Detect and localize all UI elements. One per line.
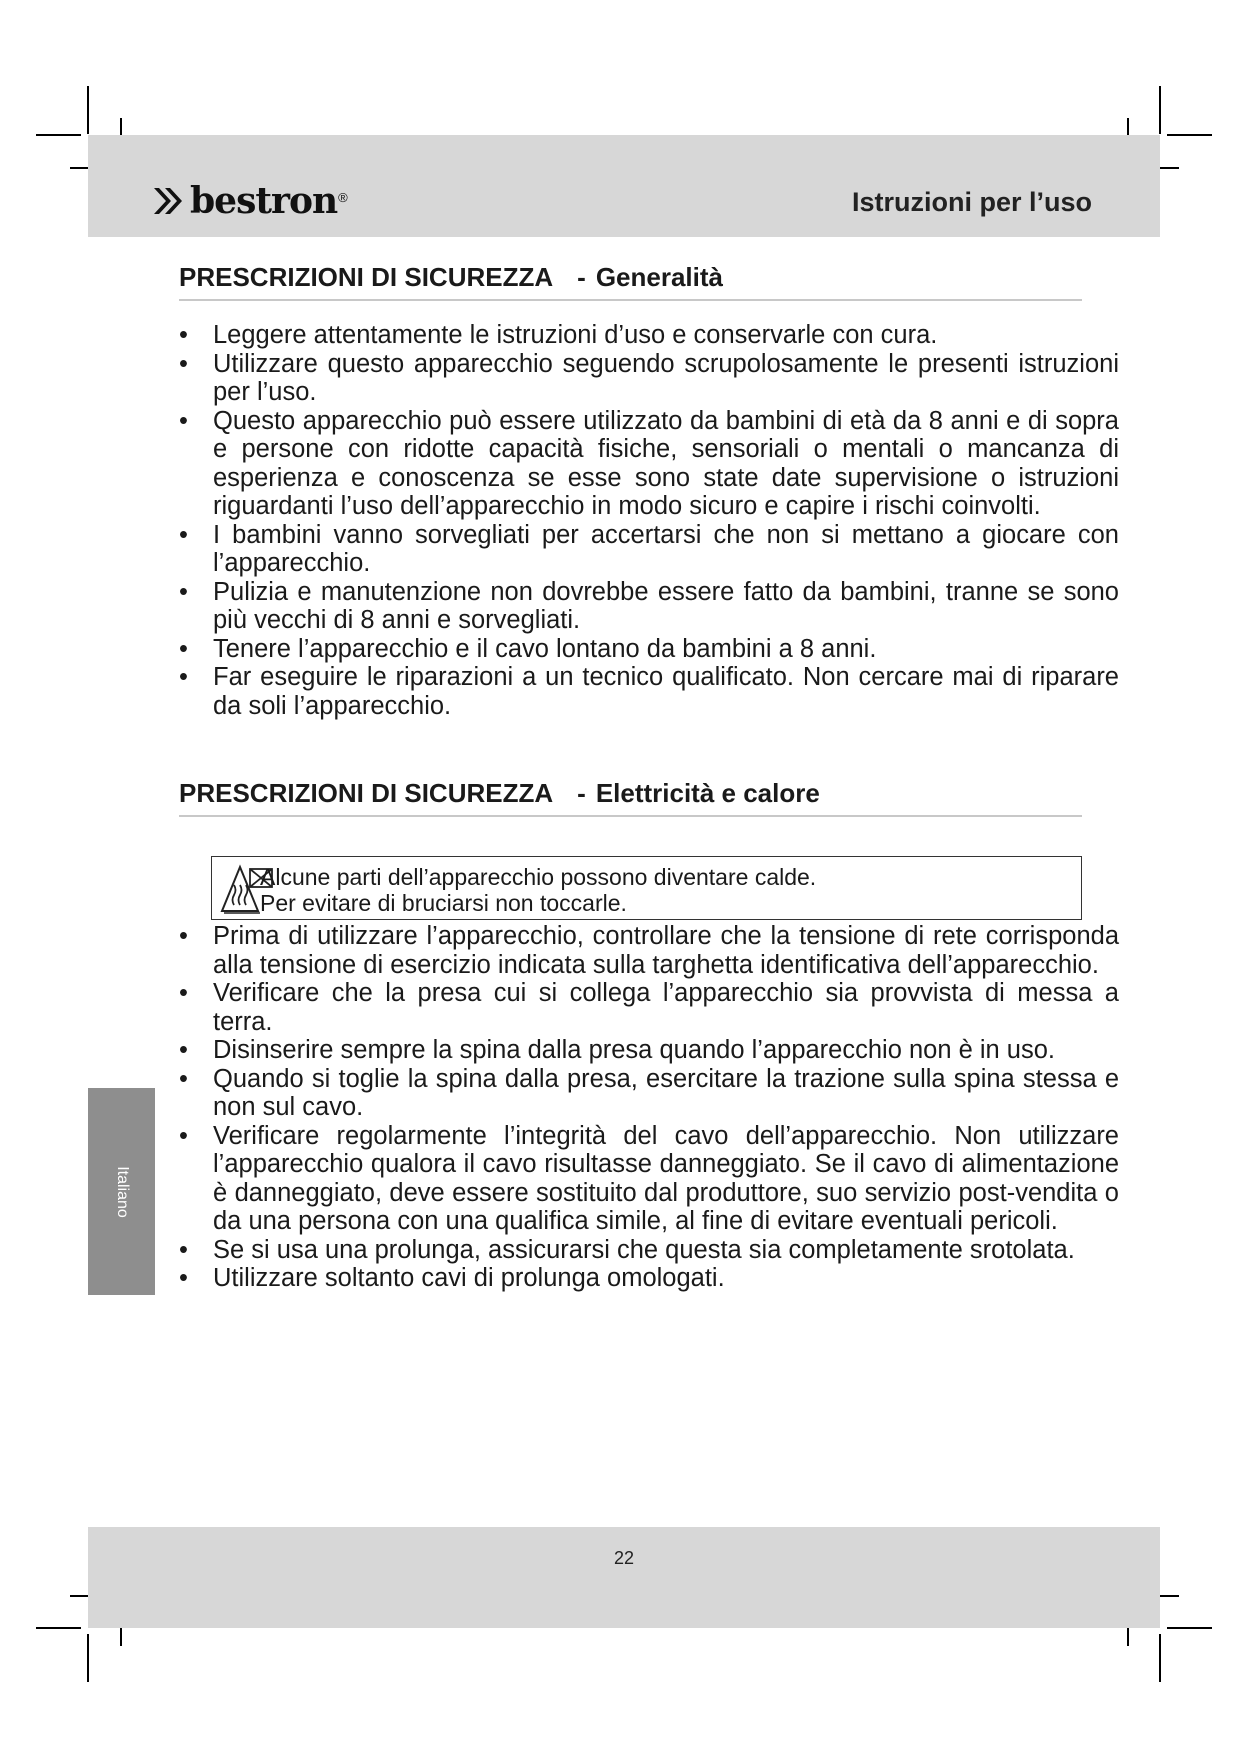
crop-mark bbox=[1159, 1634, 1161, 1682]
bullet-marker: • bbox=[179, 1264, 188, 1292]
header-band bbox=[88, 135, 1160, 237]
crop-mark bbox=[87, 86, 89, 134]
list-item-text: Questo apparecchio può essere utilizzato da bambini di età da 8 anni e di sopra e persone con ridotte capacità fisiche, sensoriali o mentali o mancanza di esperienza e conoscenza se esse sono state date supervisione o istruzioni riguardanti l’uso dell’apparecchio in modo sicuro e capire i rischi coinvolti. bbox=[213, 406, 1119, 520]
crop-mark bbox=[87, 1634, 89, 1682]
list-item-text: Utilizzare soltanto cavi di prolunga omologati. bbox=[213, 1264, 725, 1292]
crop-mark bbox=[1167, 1627, 1212, 1629]
general-safety-list bbox=[179, 321, 1119, 720]
list-item bbox=[179, 521, 1119, 578]
list-item-text: Tenere l’apparecchio e il cavo lontano da bambini a 8 anni. bbox=[213, 634, 877, 663]
bullet-marker: • bbox=[179, 520, 188, 549]
warning-line: Per evitare di bruciarsi non toccarle. bbox=[260, 890, 627, 916]
list-item-text: Disinserire sempre la spina dalla presa quando l’apparecchio non è in uso. bbox=[213, 1036, 1055, 1064]
list-item-text: I bambini vanno sorvegliati per accertarsi che non si mettano a giocare con l’apparecchio. bbox=[213, 520, 1119, 577]
page-number: 22 bbox=[613, 1548, 635, 1568]
section-heading: PRESCRIZIONI DI SICUREZZA bbox=[179, 262, 554, 292]
list-item-text: Utilizzare questo apparecchio seguendo scrupolosamente le presenti istruzioni per l’uso. bbox=[213, 349, 1119, 406]
section-heading: PRESCRIZIONI DI SICUREZZA bbox=[179, 778, 554, 808]
bullet-marker: • bbox=[179, 1235, 188, 1264]
list-item bbox=[179, 407, 1119, 521]
brand-chevrons-icon bbox=[152, 184, 186, 218]
bullet-marker: • bbox=[179, 922, 188, 950]
list-item bbox=[179, 663, 1119, 720]
section-title-general bbox=[179, 262, 1082, 301]
list-item bbox=[179, 1264, 1119, 1293]
section-subheading: Elettricità e calore bbox=[595, 778, 820, 808]
list-item bbox=[179, 922, 1119, 979]
bullet-marker: • bbox=[179, 634, 188, 663]
list-item-text: Quando si toglie la spina dalla presa, esercitare la trazione sulla spina stessa e non sul cavo. bbox=[213, 1064, 1119, 1121]
list-item bbox=[179, 635, 1119, 664]
list-item-text: Prima di utilizzare l’apparecchio, controllare che la tensione di rete corrisponda alla tensione di esercizio indicata sulla targhetta identificativa dell’apparecchio. bbox=[213, 922, 1119, 979]
crop-mark bbox=[1159, 86, 1161, 134]
crop-mark bbox=[36, 134, 81, 136]
bullet-marker: • bbox=[179, 663, 188, 691]
heading-dash: - bbox=[577, 778, 586, 808]
bullet-marker: • bbox=[179, 577, 188, 606]
list-item-text: Pulizia e manutenzione non dovrebbe essere fatto da bambini, tranne se sono più vecchi di 8 anni e sorvegliati. bbox=[213, 577, 1119, 634]
list-item-text: Verificare regolarmente l’integrità del cavo dell’apparecchio. Non utilizzare l’apparecchio qualora il cavo risultasse danneggiato. Se il cavo di alimentazione è danneggiato, deve essere sostituito dal produttore, suo servizio post-vendita o da una persona con una qualifica simile, al fine di evitare eventuali pericoli. bbox=[213, 1121, 1119, 1235]
hot-surface-warning bbox=[211, 856, 1082, 920]
list-item bbox=[179, 321, 1119, 350]
electricity-safety-list bbox=[179, 922, 1119, 1293]
warning-line: Alcune parti dell’apparecchio possono diventare calde. bbox=[260, 864, 817, 890]
crop-mark bbox=[36, 1627, 81, 1629]
crop-mark bbox=[1167, 134, 1212, 136]
registered-mark: ® bbox=[338, 189, 348, 205]
warning-text bbox=[260, 864, 816, 916]
list-item-text: Verificare che la presa cui si collega l’apparecchio sia provvista di messa a terra. bbox=[213, 979, 1119, 1036]
list-item-text: Se si usa una prolunga, assicurarsi che questa sia completamente srotolata. bbox=[213, 1235, 1075, 1264]
bullet-marker: • bbox=[179, 1064, 188, 1093]
brand-name: bestron bbox=[190, 180, 338, 222]
language-tab bbox=[88, 1088, 155, 1295]
bullet-marker: • bbox=[179, 349, 188, 378]
bullet-marker: • bbox=[179, 979, 188, 1007]
brand-logo bbox=[152, 180, 348, 222]
footer-band bbox=[88, 1527, 1160, 1628]
section-subheading: Generalità bbox=[595, 262, 723, 292]
list-item bbox=[179, 1236, 1119, 1265]
list-item-text: Leggere attentamente le istruzioni d’uso e conservarle con cura. bbox=[213, 321, 938, 349]
bullet-marker: • bbox=[179, 1121, 188, 1150]
list-item bbox=[179, 1122, 1119, 1236]
language-label: Italiano bbox=[113, 1165, 131, 1218]
list-item-text: Far eseguire le riparazioni a un tecnico qualificato. Non cercare mai di riparare da soli l’apparecchio. bbox=[213, 663, 1119, 720]
section-title-electricity bbox=[179, 778, 1082, 817]
list-item bbox=[179, 979, 1119, 1036]
bullet-marker: • bbox=[179, 321, 188, 349]
list-item bbox=[179, 350, 1119, 407]
bullet-marker: • bbox=[179, 1036, 188, 1064]
header-title: Istruzioni per l’uso bbox=[851, 187, 1092, 217]
list-item bbox=[179, 578, 1119, 635]
list-item bbox=[179, 1065, 1119, 1122]
list-item bbox=[179, 1036, 1119, 1065]
heading-dash: - bbox=[577, 262, 586, 292]
bullet-marker: • bbox=[179, 406, 188, 435]
